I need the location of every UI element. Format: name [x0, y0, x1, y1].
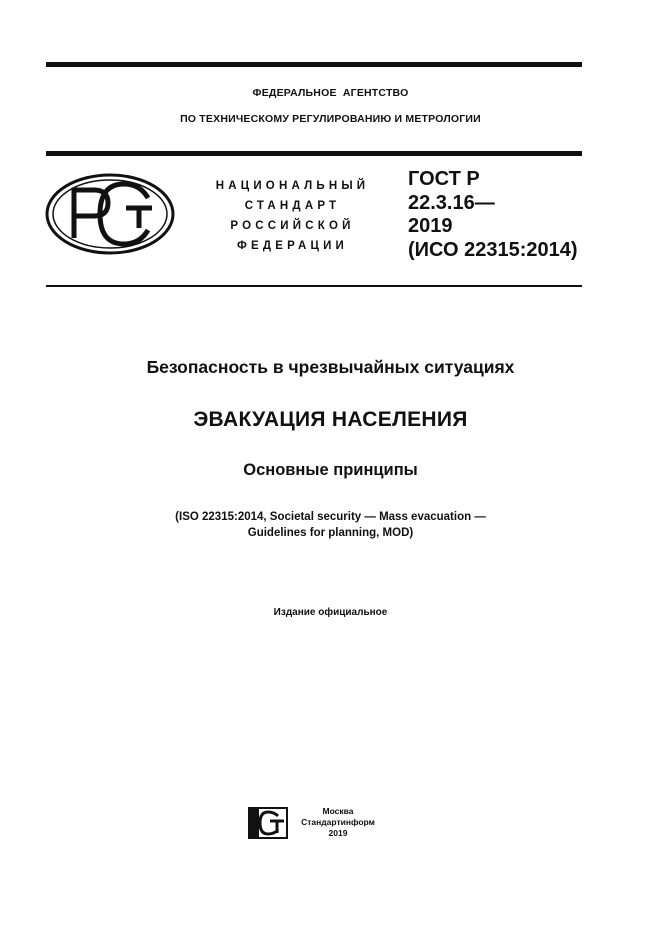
standard-code: [408, 168, 578, 262]
national-line: ФЕДЕРАЦИИ: [236, 240, 349, 252]
category-title: Безопасность в чрезвычайных ситуациях: [146, 357, 515, 377]
edition-label: Издание официальное: [273, 607, 388, 618]
national-line: РОССИЙСКОЙ: [230, 220, 355, 232]
agency-line-2: ПО ТЕХНИЧЕСКОМУ РЕГУЛИРОВАНИЮ И МЕТРОЛОГИИ: [180, 113, 481, 125]
header-bottom-rule: [46, 151, 582, 156]
header-block-bottom-rule: [46, 285, 582, 287]
subtitle: Основные принципы: [243, 461, 418, 479]
code-line: 2019: [408, 215, 453, 237]
rst-certification-logo-icon: [44, 172, 176, 256]
original-line-2: Guidelines for planning, MOD): [247, 527, 414, 539]
code-line: 22.3.16—: [408, 191, 495, 214]
agency-line-1: ФЕДЕРАЛЬНОЕ АГЕНТСТВО: [252, 87, 409, 99]
standartinform-logo-icon: [248, 807, 288, 839]
national-standard-label: [195, 176, 390, 256]
original-standard-reference: [0, 509, 661, 541]
national-line: СТАНДАРТ: [244, 200, 341, 212]
top-rule: [46, 62, 582, 67]
publisher-city: Москва: [322, 806, 354, 816]
main-title: ЭВАКУАЦИЯ НАСЕЛЕНИЯ: [193, 408, 468, 431]
publisher-name: Стандартинформ: [301, 817, 375, 827]
national-line: НАЦИОНАЛЬНЫЙ: [215, 180, 370, 192]
publisher-year: 2019: [328, 828, 348, 838]
code-line: ГОСТ Р: [408, 168, 480, 190]
code-line: (ИСО 22315:2014): [408, 238, 578, 261]
publisher-info: [296, 806, 380, 839]
original-line-1: (ISO 22315:2014, Societal security — Mass evacuation —: [175, 511, 486, 523]
